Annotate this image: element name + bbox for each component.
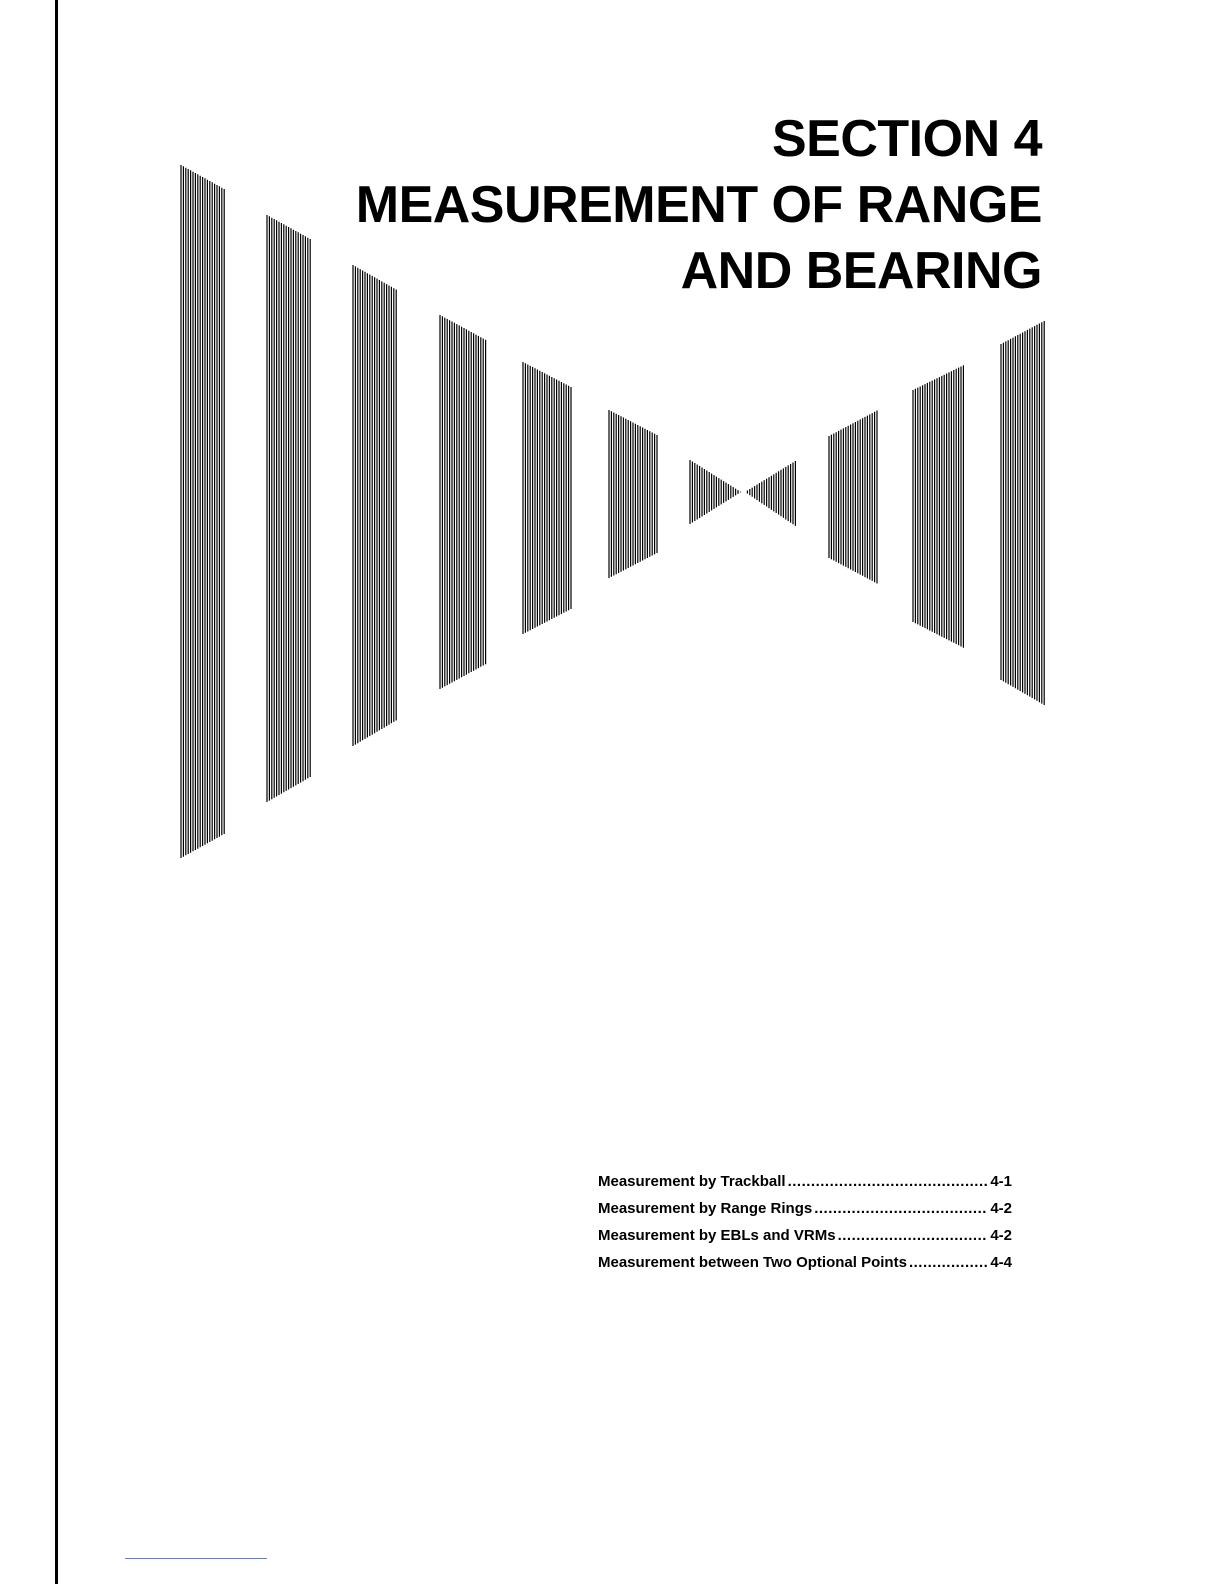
section-title-line-2: AND BEARING <box>680 242 1042 300</box>
toc-entry-page: 4-1 <box>990 1173 1012 1190</box>
barcode-panel <box>690 460 740 524</box>
table-of-contents <box>598 1168 1012 1276</box>
toc-entry-label: Measurement between Two Optional Points <box>598 1254 907 1271</box>
toc-entry-page: 4-2 <box>990 1200 1012 1217</box>
toc-entry[interactable] <box>598 1195 1012 1222</box>
barcode-panel <box>353 265 396 746</box>
toc-leader-dots <box>838 1222 988 1249</box>
toc-entry[interactable] <box>598 1249 1012 1276</box>
barcode-panel <box>440 315 486 689</box>
toc-leader-dots <box>814 1195 987 1222</box>
section-title-line-1: MEASUREMENT OF RANGE <box>355 176 1042 234</box>
toc-entry[interactable] <box>598 1168 1012 1195</box>
toc-leader-dots <box>788 1168 988 1195</box>
barcode-panel <box>913 365 963 647</box>
toc-leader-dots <box>909 1249 987 1276</box>
barcode-panel <box>181 165 224 858</box>
toc-entry[interactable] <box>598 1222 1012 1249</box>
toc-entry-label: Measurement by EBLs and VRMs <box>598 1227 836 1244</box>
barcode-panel <box>267 215 310 802</box>
section-title <box>356 106 1042 304</box>
barcode-panel <box>1001 321 1044 705</box>
footer-rule <box>125 1558 267 1559</box>
toc-entry-page: 4-4 <box>990 1254 1012 1271</box>
toc-entry-label: Measurement by Trackball <box>598 1173 786 1190</box>
barcode-panel <box>609 410 657 578</box>
barcode-panel <box>829 411 877 584</box>
section-number: SECTION 4 <box>772 110 1042 168</box>
barcode-panel <box>523 362 571 634</box>
toc-entry-page: 4-2 <box>990 1227 1012 1244</box>
barcode-panel <box>745 461 795 526</box>
toc-entry-label: Measurement by Range Rings <box>598 1200 813 1217</box>
